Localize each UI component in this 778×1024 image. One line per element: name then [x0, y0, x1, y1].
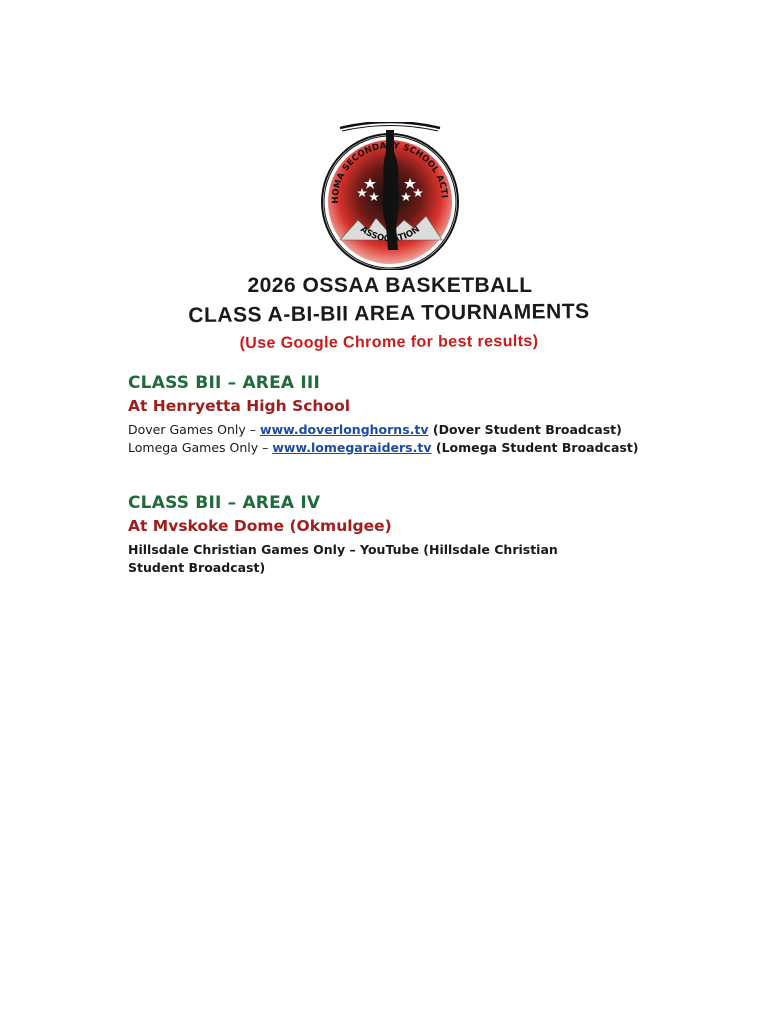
section-venue: At Mvskoke Dome (Okmulgee) — [128, 517, 392, 535]
section-area-iii — [128, 372, 688, 457]
title-line-2: CLASS A-BI-BII AREA TOURNAMENTS — [188, 299, 590, 328]
dover-link[interactable]: www.doverlonghorns.tv — [260, 422, 429, 437]
ossaa-logo — [318, 122, 462, 270]
title-line-1: 2026 OSSAA BASKETBALL — [247, 274, 533, 297]
entry-prefix: Dover Games Only – — [128, 422, 261, 437]
lomega-link[interactable]: www.lomegaraiders.tv — [272, 440, 432, 455]
entry-suffix: (Dover Student Broadcast) — [428, 422, 622, 437]
section-venue: At Henryetta High School — [128, 397, 351, 415]
broadcast-entry — [128, 439, 688, 457]
entry-prefix: Lomega Games Only – — [128, 440, 273, 455]
svg-text:OKLAHOMA SECONDARY SCHOOL ACTI: HOMA SECONDARY SCHOOL ACTI — [330, 140, 449, 204]
section-title: CLASS BII – AREA IV — [128, 493, 321, 513]
svg-text:ASSOCIATION: ASSOCIATION — [358, 224, 422, 245]
section-area-iv — [128, 492, 608, 577]
broadcast-entry — [128, 421, 688, 439]
browser-note: (Use Google Chrome for best results) — [239, 332, 539, 353]
broadcast-entry: Hillsdale Christian Games Only – YouTube (Hillsdale Christian Student Broadcast) — [128, 542, 558, 575]
section-title: CLASS BII – AREA III — [128, 373, 320, 393]
ossaa-seal-icon — [318, 122, 462, 270]
header — [0, 272, 778, 352]
entry-suffix: (Lomega Student Broadcast) — [431, 440, 639, 455]
